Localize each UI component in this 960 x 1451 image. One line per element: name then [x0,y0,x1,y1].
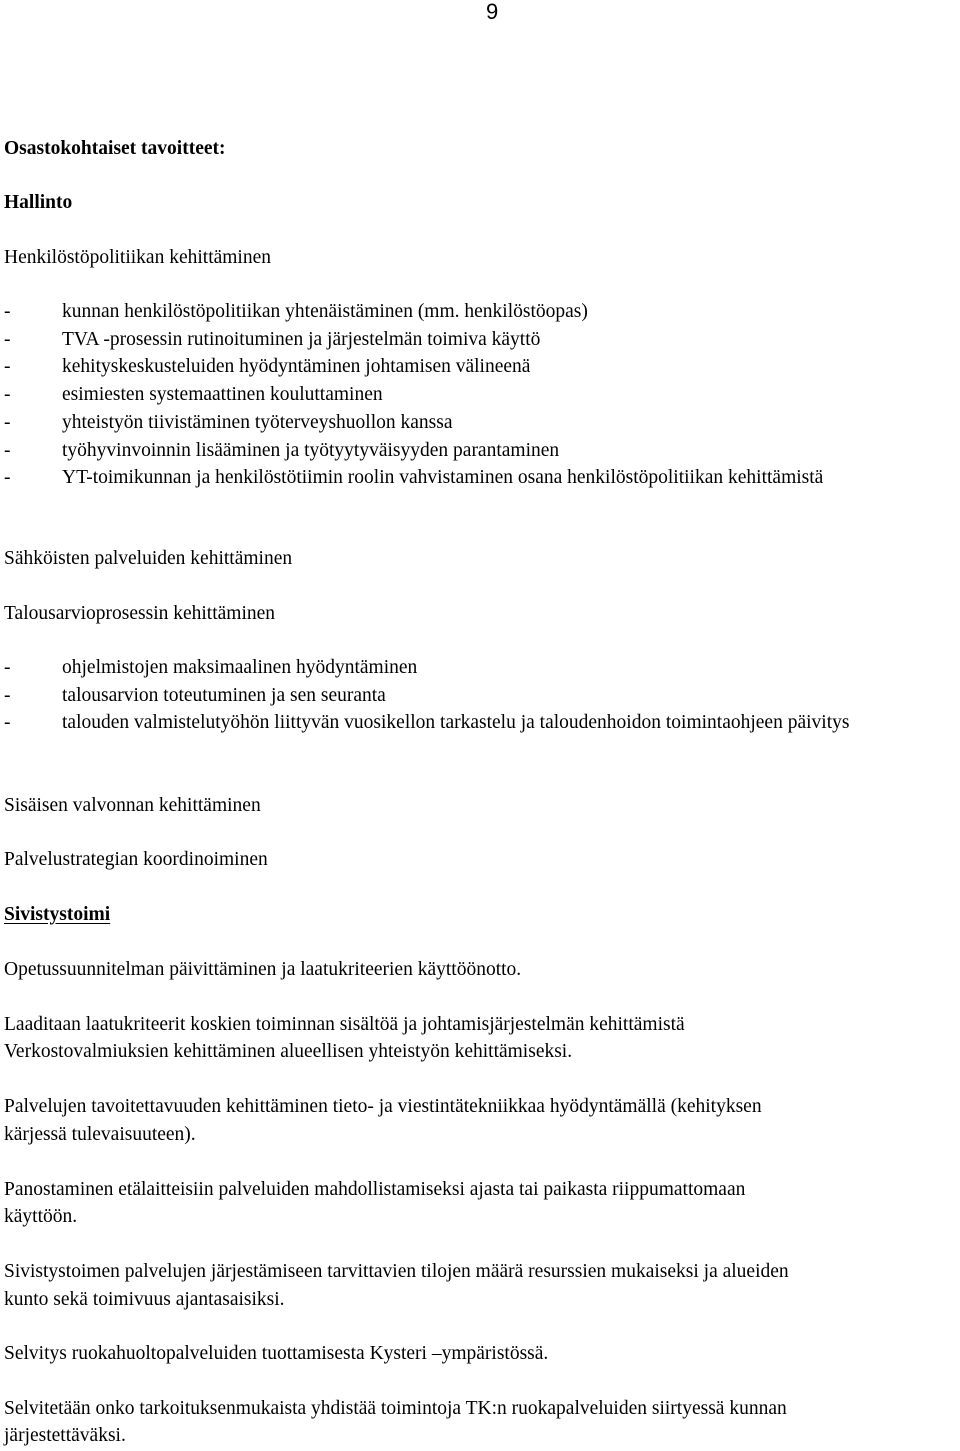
page-heading: Osastokohtaiset tavoitteet: [4,138,226,159]
list-item: - kehityskeskusteluiden hyödyntäminen johtamisen välineenä [4,353,949,381]
henkilostopolitiikka-list [4,298,949,492]
paragraph-etalaitteet-line1: Panostaminen etälaitteisiin palveluiden mahdollistamiseksi ajasta tai paikasta riippumattomaan [4,1179,746,1200]
list-item: - yhteistyön tiivistäminen työterveyshuollon kanssa [4,409,949,437]
bullet-dash: - [4,439,11,461]
hallinto-heading: Hallinto [4,192,73,213]
bullet-dash: - [4,684,11,706]
list-item: - TVA -prosessin rutinoituminen ja järjestelmän toimiva käyttö [4,326,949,354]
section-title-sisainen-valvonta: Sisäisen valvonnan kehittäminen [4,795,261,816]
list-item: - esimiesten systemaattinen kouluttaminen [4,381,949,409]
paragraph-laatukriteerit-line1: Laaditaan laatukriteerit koskien toiminnan sisältöä ja johtamisjärjestelmän kehittämistä [4,1014,685,1035]
list-item: - YT-toimikunnan ja henkilöstötiimin roolin vahvistaminen osana henkilöstöpolitiikan kehittämistä [4,464,892,492]
list-item: - ohjelmistojen maksimaalinen hyödyntäminen [4,654,949,682]
section-title-palvelustrategia: Palvelustrategian koordinoiminen [4,849,268,870]
paragraph-laatukriteerit-line2: Verkostovalmiuksien kehittäminen alueellisen yhteistyön kehittämiseksi. [4,1041,573,1062]
section-title-talousarvioprosessi: Talousarvioprosessin kehittäminen [4,603,276,624]
bullet-dash: - [4,301,11,322]
paragraph-ruokapalvelut-line1: Selvitetään onko tarkoituksenmukaista yhdistää toimintoja TK:n ruokapalveluiden siirtyessä kunnan [4,1398,787,1419]
bullet-dash: - [4,411,11,433]
list-item: - työhyvinvoinnin lisääminen ja työtyytyväisyyden parantaminen [4,437,949,465]
paragraph-etalaitteet-line2: käyttöön. [4,1206,78,1227]
section-title-sahkoiset-palvelut: Sähköisten palveluiden kehittäminen [4,548,293,569]
paragraph-tavoitettavuus-line1: Palvelujen tavoitettavuuden kehittäminen tieto- ja viestintätekniikkaa hyödyntämällä (kehityksen [4,1096,762,1117]
bullet-dash: - [4,356,11,378]
paragraph-ruokapalvelut-line2: järjestettäväksi. [4,1425,126,1446]
paragraph-tilat-line2: kunto sekä toimivuus ajantasaisiksi. [4,1289,285,1310]
paragraph-tilat-line1: Sivistystoimen palvelujen järjestämiseen tarvittavien tilojen määrä resurssien mukaiseksi ja alueiden [4,1261,789,1282]
paragraph-opetussuunnitelma: Opetussuunnitelman päivittäminen ja laatukriteerien käyttöönotto. [4,959,522,980]
bullet-dash: - [4,657,11,678]
talousarvioprosessi-list [4,654,949,737]
list-item: - talousarvion toteutuminen ja sen seuranta [4,682,949,710]
list-item: - kunnan henkilöstöpolitiikan yhtenäistäminen (mm. henkilöstöopas) [4,298,949,326]
list-item: - talouden valmistelutyöhön liittyvän vuosikellon tarkastelu ja taloudenhoidon toimintaohjeen päivitys [4,709,947,737]
bullet-dash: - [4,328,11,350]
page-number: 9 [486,0,499,24]
bullet-dash: - [4,384,11,406]
paragraph-ruokahuolto: Selvitys ruokahuoltopalveluiden tuottamisesta Kysteri –ympäristössä. [4,1343,549,1364]
bullet-dash: - [4,467,11,489]
paragraph-tavoitettavuus-line2: kärjessä tulevaisuuteen). [4,1124,196,1145]
section-title-henkilostopolitiikka: Henkilöstöpolitiikan kehittäminen [4,247,272,268]
sivistystoimi-heading: Sivistystoimi [4,904,111,925]
bullet-dash: - [4,712,11,734]
